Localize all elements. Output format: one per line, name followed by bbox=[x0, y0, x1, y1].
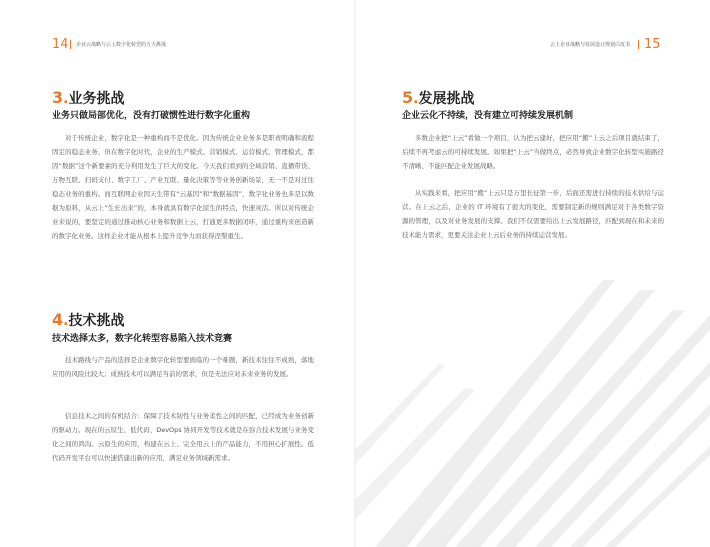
section-5-paragraph-1: 多数企业把“上云”看做一个项目，认为把云建好，把应用“搬”上云之后项目就结束了，后续不再考虑云的可持续发展。如果把“上云”当做终点，必然导致企业数字化转型实施路径不清晰、不能匹配企业发展战略。 bbox=[402, 134, 664, 170]
section-5-paragraph-2: 从实践来看，把应用“搬”上云只是万里长征第一步，后面还需进行持续的技术供给与运营。在上云之后，企业的 IT 环境有了很大的变化，需要制定新的规则满足对于各类数字资源的管理，以及对业务发展的支撑。我们不仅需要给出上云发展路径，匹配到现在和未来的技术能力需求，更要关注企业上云后业务的持续运营发展。 bbox=[402, 189, 664, 239]
section-5-title: 5.发展挑战 bbox=[402, 88, 475, 107]
section-4-number: 4 bbox=[52, 310, 64, 329]
section-4-paragraph-1: 技术路线与产品的选择是企业数字化转型要面临的一个难题，新技术往往不成熟，落地应用的风险比较大；成熟技术可以满足当前的需求，但是无法应对未来业务的发展。 bbox=[52, 356, 314, 378]
header-divider-right bbox=[638, 40, 639, 49]
section-4-title-text: 技术挑战 bbox=[68, 313, 125, 329]
section-5-title-text: 发展挑战 bbox=[418, 91, 475, 107]
section-3-title: 3.业务挑战 bbox=[52, 88, 125, 107]
left-page-number: 14 bbox=[52, 37, 69, 52]
right-page-number: 15 bbox=[644, 37, 661, 52]
section-3-paragraph-1: 对于传统企业，数字化是一种重构而不是优化。因为传统企业业务多是职责明确和流程固定的稳态业务，但在数字化时代，企业的生产模式、营销模式、运营模式、管理模式，都因“数据”这个新要素的充分利用发生了巨大的变化。今天我们看到的全域营销、直播带货、万物互联、扫码支付、数字工厂、产业互联、量化决策等等业务创新场景，无一不是对过往稳态业务的重构。而互联网企业因天生带有“云基因”和“数据基因”，数字化业务也多是以数据为原料，从云上“生长出来”的，本身就具有数字化原生的特点，快速灵活。所以对传统企业来说的，要坚定的通过推动核心业务和数据上云，打通更多数据闭环，通过重构来创造新的数字化业务。这样企业才能从根本上提升竞争力而获得涅槃重生。 bbox=[52, 134, 314, 240]
right-page bbox=[355, 0, 710, 547]
section-3-subtitle: 业务只做局部优化，没有打破惯性进行数字化重构 bbox=[52, 111, 251, 121]
right-running-title: 云上企业战略与发展设计规划白皮书 bbox=[550, 42, 631, 48]
section-3-number: 3 bbox=[52, 88, 64, 107]
section-4-subtitle: 技术选择太多，数字化转型容易陷入技术竞赛 bbox=[52, 334, 233, 344]
section-4-paragraph-2: 信息技术之间的有机结合：保障了技术韧性与业务柔性之间的匹配，已经成为业务创新的驱动力。现在的云原生、低代码、DevOps 协同开发等技术就是在弥合技术发展与业务变化之间的鸿沟。云原生的应用，构建在云上、完全用云上的产品能力，不用担心扩展性。低代码开发平台可以快速搭建出新的应用，满足业务领域新需求。 bbox=[52, 412, 314, 462]
section-3-title-text: 业务挑战 bbox=[68, 91, 125, 107]
header-divider bbox=[70, 40, 71, 49]
section-5-subtitle: 企业云化不持续，没有建立可持续发展机制 bbox=[402, 111, 574, 121]
section-4-title: 4.技术挑战 bbox=[52, 310, 125, 329]
left-running-title: 企业云战略与云上数字化转型的五大挑战 bbox=[76, 42, 167, 48]
section-5-number: 5 bbox=[402, 88, 414, 107]
